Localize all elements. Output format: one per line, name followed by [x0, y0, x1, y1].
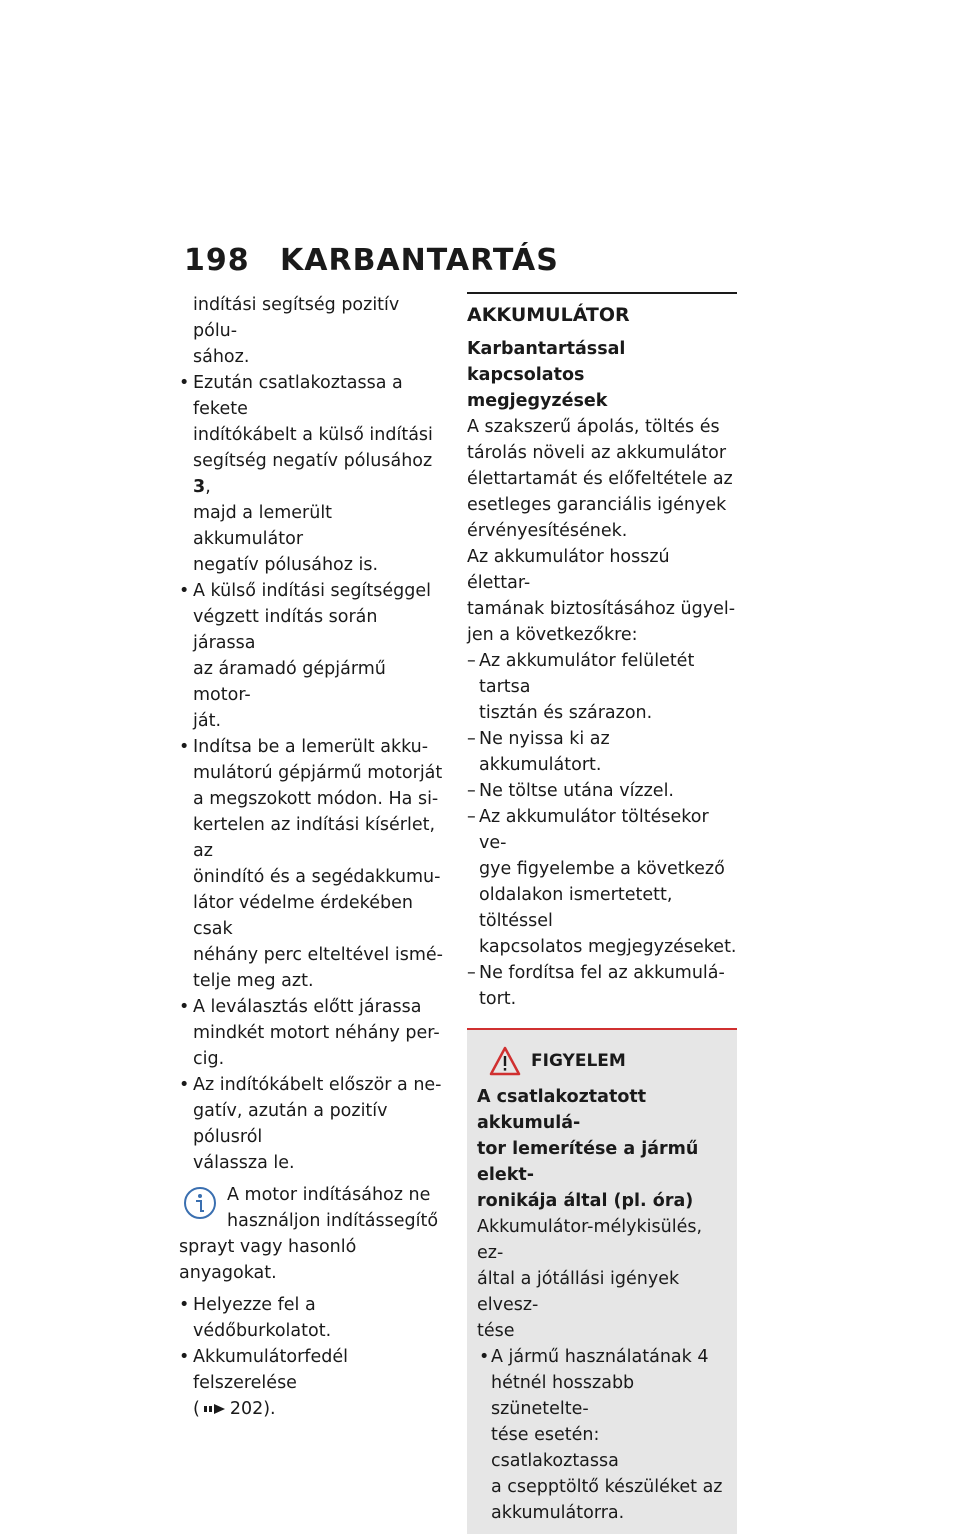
- text-line: A motor indításához ne: [227, 1185, 431, 1205]
- paragraph: [467, 414, 737, 544]
- text-line: önindító és a segédakkumu-: [193, 867, 441, 887]
- text-line: mulátorú gépjármű motorját: [193, 763, 443, 783]
- text-line: érvényesítésének.: [467, 521, 628, 541]
- text-line: Az akkumulátor töltésekor ve-: [479, 807, 709, 853]
- text-line: megjegyzések: [467, 391, 608, 411]
- warning-consequence: [477, 1214, 727, 1344]
- text-line: • Az indítókábelt először a ne-: [193, 1075, 442, 1095]
- text-line: Az akkumulátor felületét tartsa: [479, 651, 695, 697]
- section-title: AKKUMULÁTOR: [467, 304, 630, 326]
- list-item: [179, 1344, 445, 1422]
- paragraph: [467, 544, 737, 648]
- text-line: Az akkumulátor hosszú élettar-: [467, 547, 670, 593]
- list-item: [179, 994, 445, 1072]
- dash-marker: –: [467, 651, 476, 671]
- text-line: • A külső indítási segítséggel: [193, 581, 431, 601]
- list-item: [467, 726, 737, 778]
- dash-marker: –: [467, 807, 476, 827]
- text-line: • Indítsa be a lemerült akku-: [193, 737, 429, 757]
- page-header: [184, 243, 559, 278]
- text-line: gye figyelembe a következő: [479, 859, 725, 879]
- text-line: a megszokott módon. Ha si-: [193, 789, 439, 809]
- text-line: A csatlakoztatott akkumulá-: [477, 1087, 647, 1133]
- text-line: tort.: [479, 989, 517, 1009]
- text-line: Ne fordítsa fel az akkumulá-: [479, 963, 725, 983]
- text-line: által a jótállási igények elvesz-: [477, 1269, 680, 1315]
- text-line: kapcsolatos megjegyzéseket.: [479, 937, 737, 957]
- text-line: tése esetén: csatlakoztassa: [491, 1425, 619, 1471]
- info-icon: [183, 1186, 217, 1220]
- page-ref: 202).: [229, 1399, 276, 1419]
- text-line: Akkumulátor-mélykisülés, ez-: [477, 1217, 703, 1263]
- text-line: tor lemerítése a jármű elekt-: [477, 1139, 699, 1185]
- text-line: az áramadó gépjármű motor-: [193, 659, 386, 705]
- text-line: • A jármű használatának 4: [491, 1347, 709, 1367]
- text-line: tamának biztosításához ügyel-: [467, 599, 736, 619]
- text-line: telje meg azt.: [193, 971, 314, 991]
- text-line: akkumulátorra.: [491, 1503, 625, 1523]
- text-line: tisztán és szárazon.: [479, 703, 653, 723]
- text-line: jen a következőkre:: [467, 625, 638, 645]
- text-line: negatív pólusához is.: [193, 555, 379, 575]
- chapter-title: KARBANTARTÁS: [280, 243, 559, 278]
- list-item: [179, 370, 445, 578]
- text-fragment: segítség negatív pólusához: [193, 451, 433, 471]
- text-line: indítókábelt a külső indítási: [193, 425, 433, 445]
- list-item: [467, 648, 737, 726]
- text-line: sprayt vagy hasonló anyagokat.: [179, 1237, 357, 1283]
- text-line: [193, 448, 445, 500]
- text-line: indítási segítség pozitív pólu-: [193, 295, 400, 341]
- list-item: [467, 804, 737, 960]
- warning-triangle-icon: [489, 1046, 521, 1076]
- text-line: sához.: [193, 347, 250, 367]
- list-item: [467, 778, 737, 804]
- text-line: Karbantartással kapcsolatos: [467, 339, 626, 385]
- text-line: válassza le.: [193, 1153, 295, 1173]
- warning-cause: [477, 1084, 727, 1214]
- list-item: [477, 1344, 727, 1526]
- warning-header: [489, 1046, 727, 1076]
- text-line: tése: [477, 1321, 515, 1341]
- warning-box: [467, 1028, 737, 1534]
- text-fragment: ,: [205, 477, 211, 497]
- text-line: Ne töltse utána vízzel.: [479, 781, 674, 801]
- list-item: [179, 578, 445, 734]
- text-line: végzett indítás során járassa: [193, 607, 378, 653]
- list-item: [179, 1072, 445, 1176]
- text-line: használjon indítássegítő: [227, 1211, 439, 1231]
- text-line: ronikája által (pl. óra): [477, 1191, 694, 1211]
- text-line: néhány perc elteltével ismé-: [193, 945, 443, 965]
- text-line: oldalakon ismertetett, töltéssel: [479, 885, 673, 931]
- text-line: cig.: [193, 1049, 225, 1069]
- text-line: esetleges garanciális igények: [467, 495, 727, 515]
- page-number: 198: [184, 243, 250, 278]
- text-line: majd a lemerült akkumulátor: [193, 503, 333, 549]
- text-line: tárolás növeli az akkumulátor: [467, 443, 727, 463]
- text-line: hétnél hosszabb szünetelte-: [491, 1373, 635, 1419]
- list-item: [467, 960, 737, 1012]
- section-divider: [467, 292, 737, 294]
- text-line: A szakszerű ápolás, töltés és: [467, 417, 720, 437]
- text-line: Ne nyissa ki az akkumulátort.: [479, 729, 610, 775]
- dash-marker: –: [467, 729, 476, 749]
- text-line: mindkét motort néhány per-: [193, 1023, 440, 1043]
- dash-marker: –: [467, 963, 476, 983]
- left-column: [179, 292, 445, 1422]
- text-line: • Helyezze fel a védőburkolatot.: [193, 1295, 332, 1341]
- continued-text: [179, 292, 445, 370]
- text-line: látor védelme érdekében csak: [193, 893, 413, 939]
- text-line: • A leválasztás előtt járassa: [193, 997, 422, 1017]
- warning-label: FIGYELEM: [531, 1051, 626, 1071]
- text-line: ját.: [193, 711, 222, 731]
- ref-number: 3: [193, 477, 206, 497]
- text-line: kertelen az indítási kísérlet, az: [193, 815, 436, 861]
- right-column: [467, 292, 737, 1534]
- list-item: [179, 1292, 445, 1344]
- info-note: [179, 1182, 445, 1286]
- arrow-right-icon: [204, 1403, 226, 1415]
- text-line: • Ezután csatlakoztassa a fekete: [193, 373, 403, 419]
- sub-title: [467, 336, 737, 414]
- text-line: a csepptöltő készüléket az: [491, 1477, 723, 1497]
- list-item: [179, 734, 445, 994]
- text-line: élettartamát és előfeltétele az: [467, 469, 733, 489]
- dash-marker: –: [467, 781, 476, 801]
- text-line: gatív, azután a pozitív pólusról: [193, 1101, 388, 1147]
- text-line: • Akkumulátorfedél felszerelése: [193, 1347, 348, 1393]
- text-line: ( 202).: [193, 1399, 276, 1419]
